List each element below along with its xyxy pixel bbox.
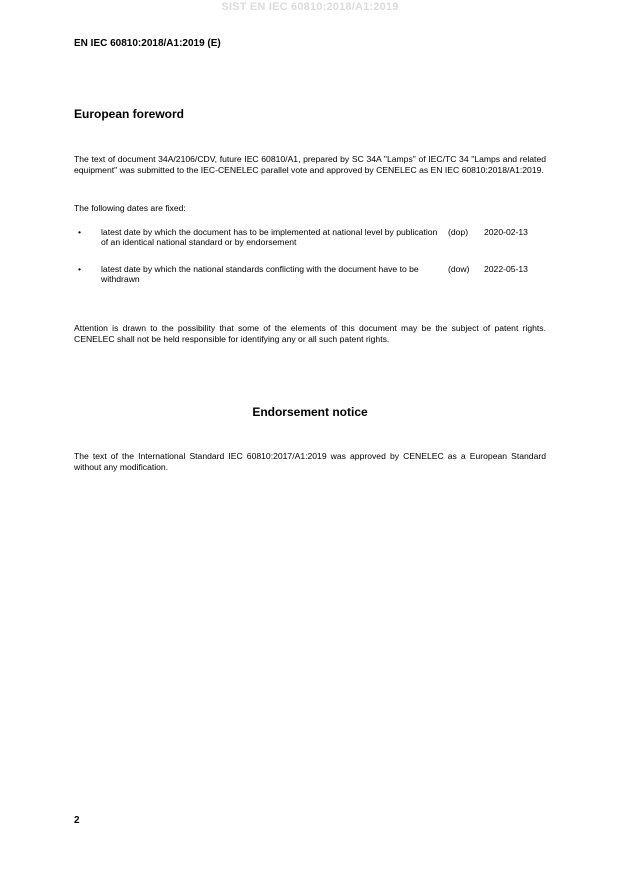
date-abbreviation: (dow): [448, 264, 470, 274]
dates-intro-text: The following dates are fixed:: [74, 203, 186, 213]
page-number: 2: [74, 815, 80, 826]
bullet-icon: •: [78, 264, 82, 274]
watermark: SIST EN IEC 60810:2018/A1:2019: [221, 1, 399, 13]
date-value: 2022-05-13: [484, 264, 528, 274]
date-value: 2020-02-13: [484, 227, 528, 237]
endorsement-paragraph: The text of the International Standard IEC 60810:2017/A1:2019 was approved by CENELEC as a European Standard without any modification.: [74, 451, 546, 472]
date-abbreviation: (dop): [448, 227, 469, 237]
date-description: latest date by which the national standards conflicting with the document have to be withdrawn: [101, 264, 419, 284]
foreword-title: European foreword: [74, 107, 185, 121]
endorsement-title: Endorsement notice: [252, 405, 368, 419]
foreword-intro-paragraph: The text of document 34A/2106/CDV, future IEC 60810/A1, prepared by SC 34A "Lamps" of IEC/TC 34 "Lamps and related equipment" was submitted to the IEC-CENELEC parallel vote and approved by CENELEC as EN IEC 60810:2018/A1:2019.: [74, 154, 546, 175]
document-id: EN IEC 60810:2018/A1:2019 (E): [74, 38, 221, 49]
patent-attention-paragraph: Attention is drawn to the possibility that some of the elements of this document may be the subject of patent rights. CENELEC shall not be held responsible for identifying any or all such patent rights.: [74, 323, 546, 344]
bullet-icon: •: [78, 227, 82, 237]
date-description: latest date by which the document has to be implemented at national level by publication of an identical national standard or by endorsement: [101, 227, 438, 247]
